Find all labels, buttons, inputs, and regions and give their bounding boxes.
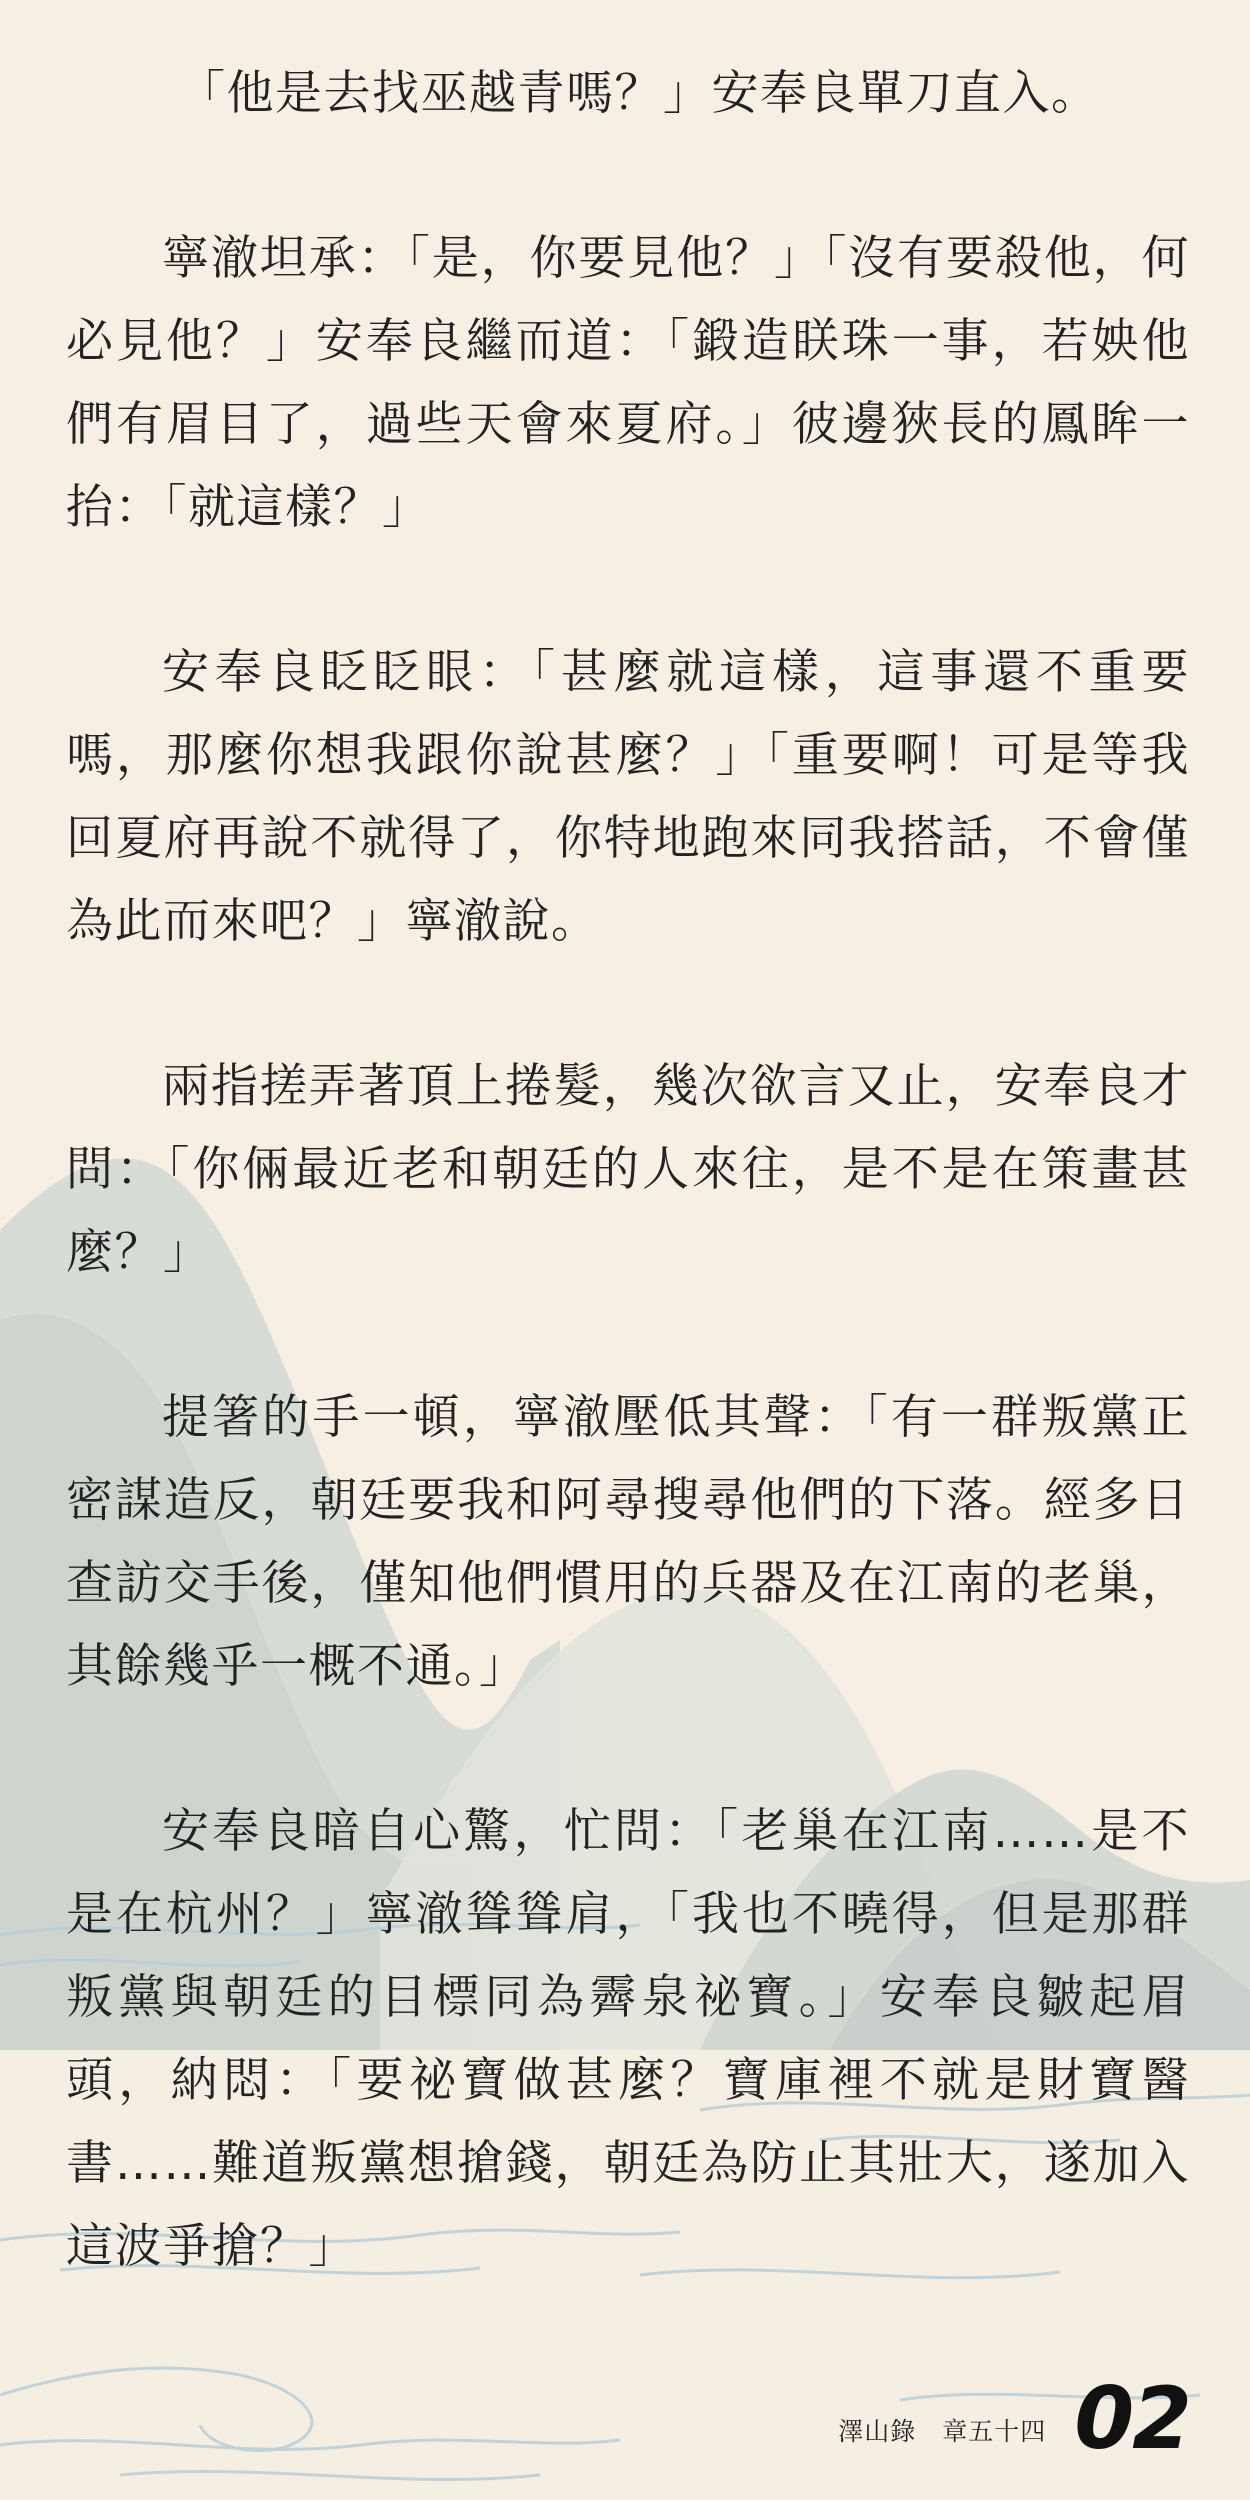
chapter-label: 澤山錄 章五十四	[838, 2417, 1047, 2446]
paragraph-4: 兩指搓弄著頂上捲髮，幾次欲言又止，安奉良才問：「你倆最近老和朝廷的人來往，是不是在策畫甚麼？」	[66, 1059, 1190, 1280]
paragraph-1: 「他是去找巫越青嗎？」安奉良單刀直入。	[178, 66, 1100, 121]
page-number: 02	[1074, 2369, 1190, 2469]
page-footer	[838, 2369, 1190, 2469]
paragraph-2: 寧澈坦承：「是，你要見他？」「沒有要殺他，何必見他？」安奉良繼而道：「鍛造眹珠一事，若姎他們有眉目了，過些天會來夏府。」彼邊狹長的鳳眸一抬：「就這樣？」	[66, 231, 1190, 535]
paragraph-6: 安奉良暗自心驚，忙問：「老巢在江南……是不是在杭州？」寧澈聳聳肩，「我也不曉得，但是那群叛黨與朝廷的目標同為霽泉祕寶。」安奉良皺起眉頭，納悶：「要祕寶做甚麼？寶庫裡不就是財寶醫書……難道叛黨想搶錢，朝廷為防止其壯大，遂加入這波爭搶？」	[66, 1804, 1190, 2274]
story-text	[66, 52, 1190, 2370]
paragraph-3: 安奉良眨眨眼：「甚麼就這樣，這事還不重要嗎，那麼你想我跟你說甚麼？」「重要啊！可是等我回夏府再說不就得了，你特地跑來同我搭話，不會僅為此而來吧？」寧澈說。	[66, 645, 1190, 949]
paragraph-5: 提箸的手一頓，寧澈壓低其聲：「有一群叛黨正密謀造反，朝廷要我和阿尋搜尋他們的下落。經多日查訪交手後，僅知他們慣用的兵器及在江南的老巢，其餘幾乎一概不通。」	[66, 1390, 1190, 1694]
